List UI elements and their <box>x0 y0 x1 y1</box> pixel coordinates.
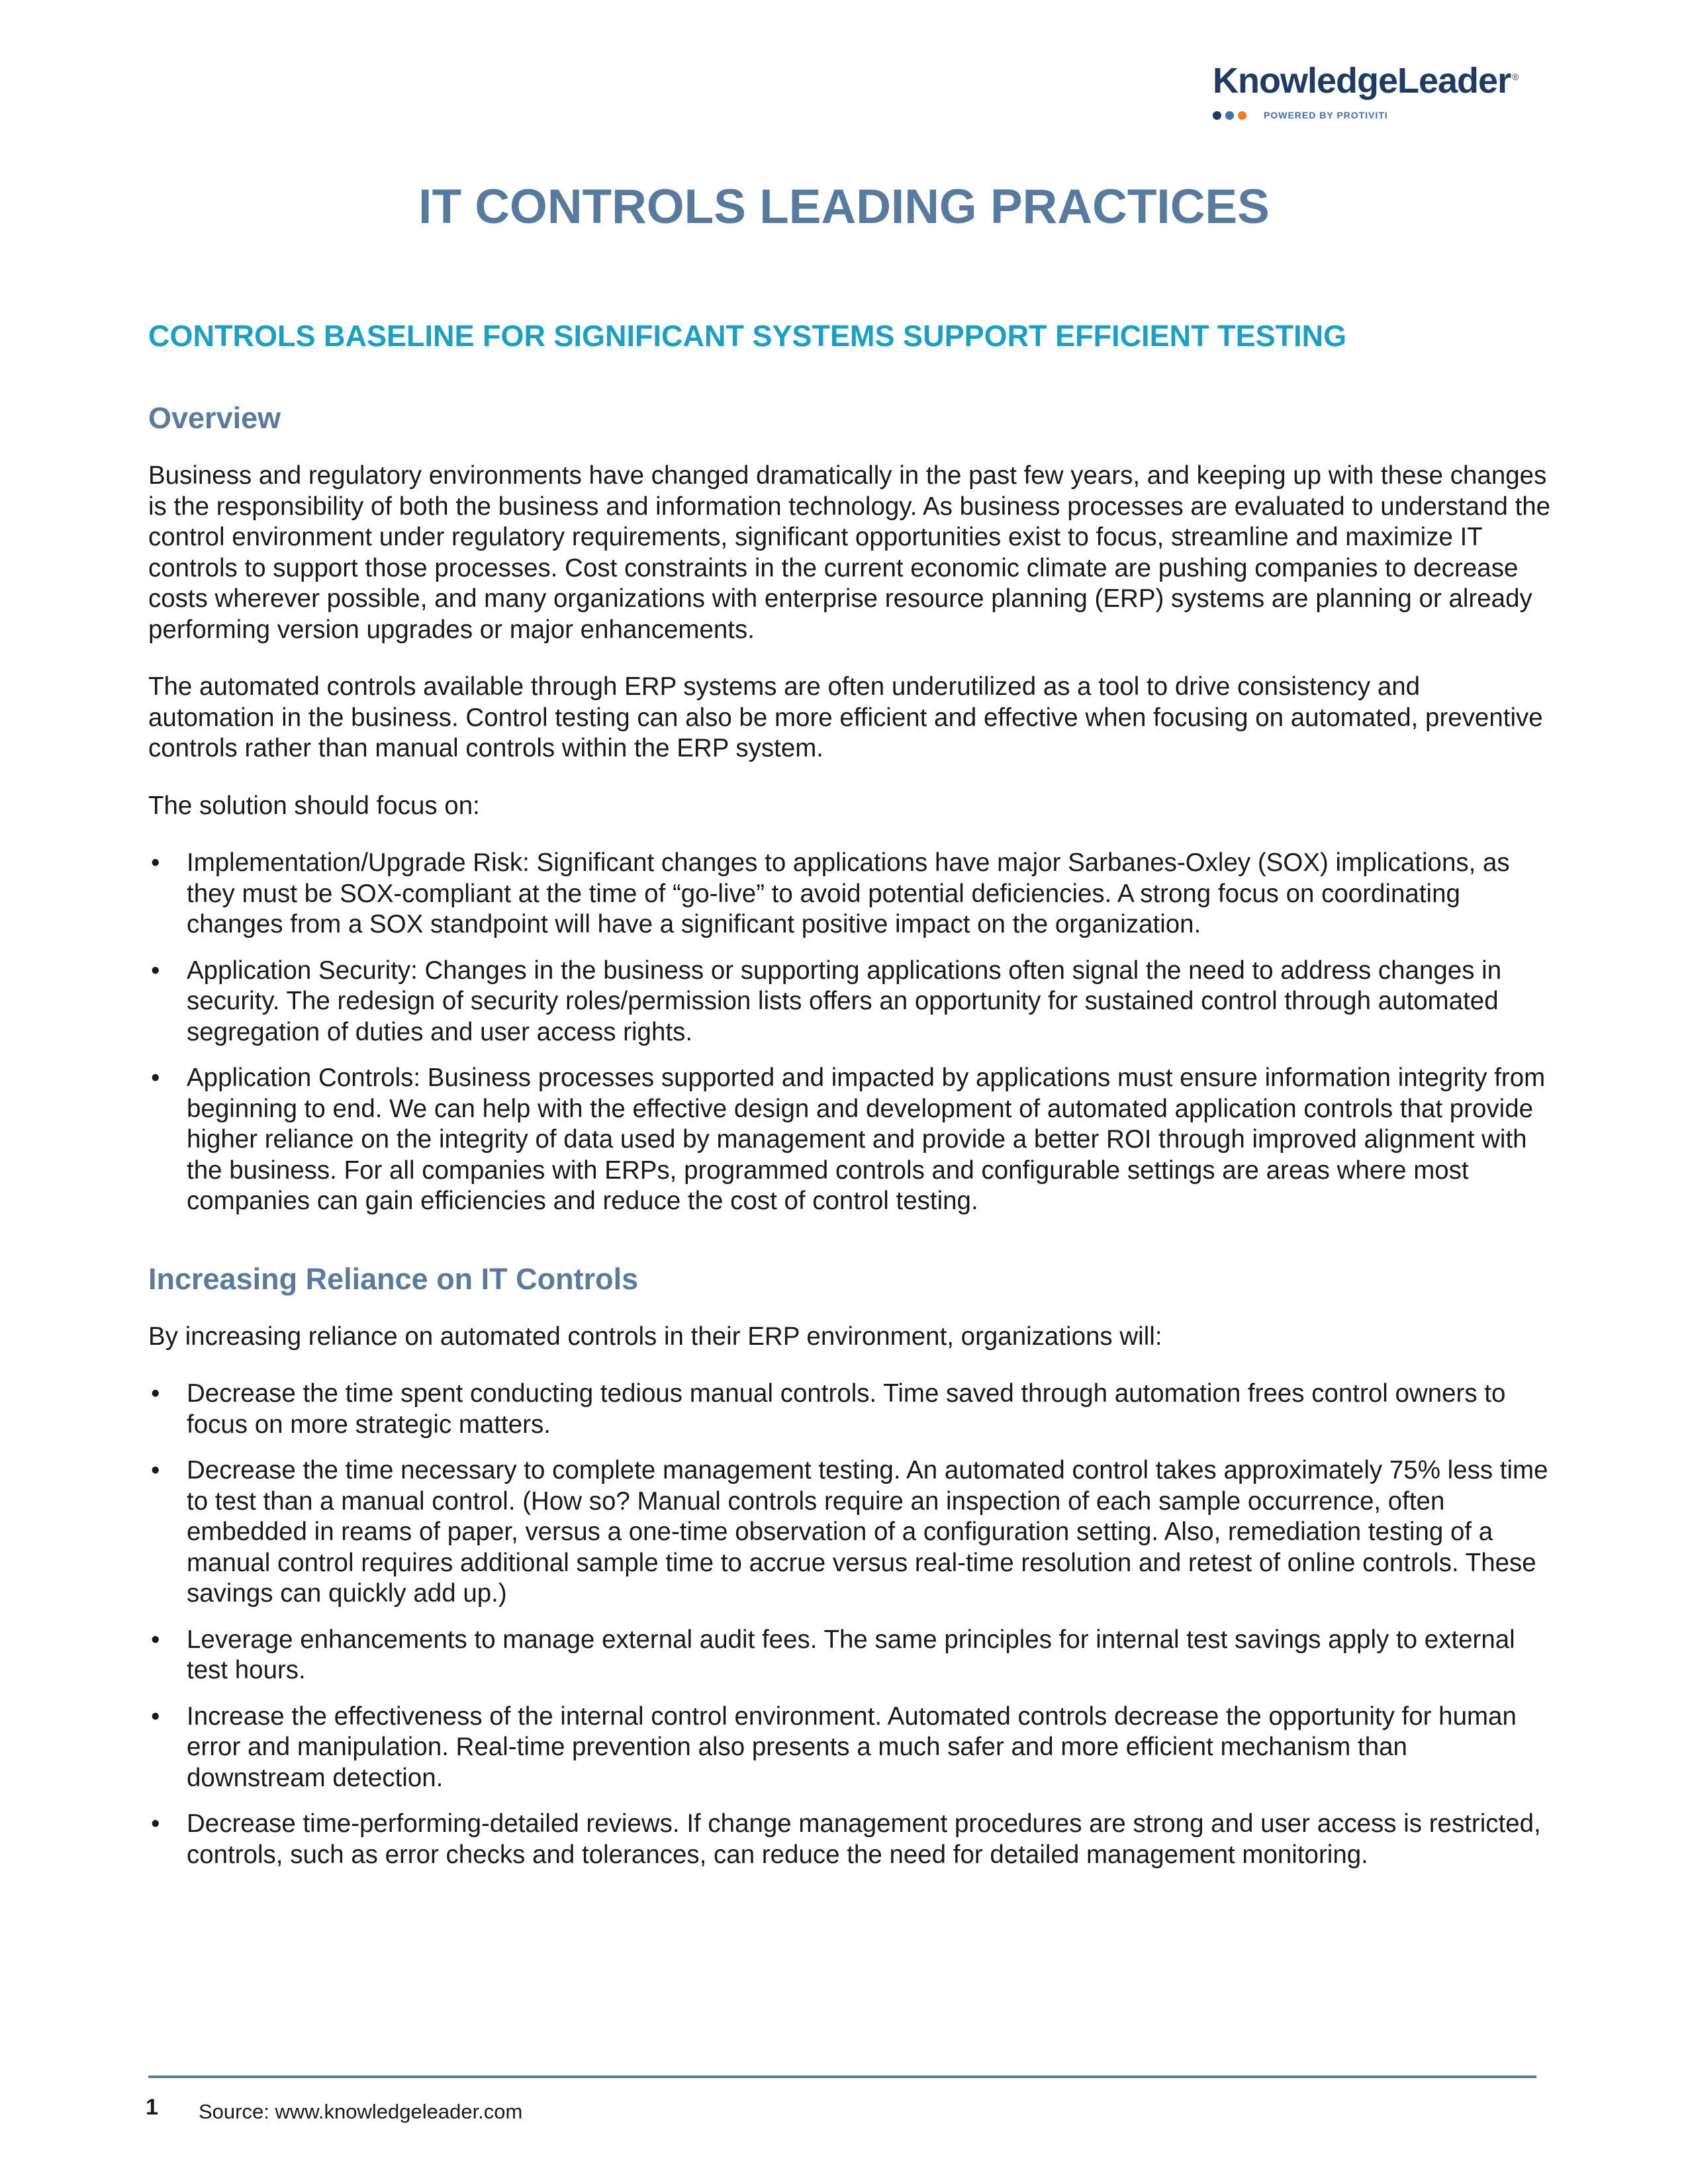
logo-tagline-row <box>1213 107 1544 123</box>
logo-wordmark: KnowledgeLeader ® <box>1213 61 1519 101</box>
overview-bullet-list <box>148 848 1552 1217</box>
list-item: • Increase the effectiveness of the internal control environment. Automated controls decrease the opportunity for human error and manipulation. Real-time prevention also presents a much safer and more efficient mechanism than downstream detection. <box>148 1702 1552 1794</box>
reliance-heading: Increasing Reliance on IT Controls <box>148 1261 639 1296</box>
logo-dot-orange-icon <box>1238 111 1246 120</box>
logo-tagline: POWERED BY PROTIVITI <box>1264 110 1388 120</box>
overview-paragraph-3: The solution should focus on: <box>148 791 480 820</box>
footer-source: Source: www.knowledgeleader.com <box>199 2100 523 2123</box>
footer-divider <box>148 2075 1536 2078</box>
list-item: • Application Security: Changes in the business or supporting applications often signal the need to address changes in security. The redesign of security roles/permission lists offers an opportunity for sustained control through automated segregation of duties and user access rights. <box>148 956 1552 1048</box>
overview-heading: Overview <box>148 401 281 435</box>
list-item: • Leverage enhancements to manage external audit fees. The same principles for internal test savings apply to external test hours. <box>148 1625 1552 1686</box>
list-item: • Implementation/Upgrade Risk: Significant changes to applications have major Sarbanes-Oxley (SOX) implications, as they must be SOX-compliant at the time of “go-live” to avoid potential deficiencies. A strong focus on coordinating changes from a SOX standpoint will have a significant positive impact on the organization. <box>148 848 1552 940</box>
document-body <box>148 318 1552 1886</box>
list-item: • Application Controls: Business processes supported and impacted by applications must ensure information integrity from beginning to end. We can help with the effective design and development of automated application controls that provide higher reliance on the integrity of data used by management and provide a better ROI through improved alignment with the business. For all companies with ERPs, programmed controls and configurable settings are areas where most companies can gain efficiencies and reduce the cost of control testing. <box>148 1063 1552 1217</box>
document-subtitle: CONTROLS BASELINE FOR SIGNIFICANT SYSTEMS SUPPORT EFFICIENT TESTING <box>148 319 1347 353</box>
overview-paragraph-2: The automated controls available through ERP systems are often underutilized as a tool to drive consistency and automation in the business. Control testing can also be more efficient and effective when focusing on automated, preventive controls rather than manual controls within the ERP system. <box>148 672 1543 762</box>
reliance-intro: By increasing reliance on automated controls in their ERP environment, organizations will: <box>148 1322 1162 1351</box>
list-item: • Decrease time-performing-detailed reviews. If change management procedures are strong and user access is restricted, controls, such as error checks and tolerances, can reduce the need for detailed management monitoring. <box>148 1809 1552 1870</box>
reliance-bullet-list <box>148 1379 1552 1870</box>
document-title: IT CONTROLS LEADING PRACTICES <box>418 180 1270 234</box>
logo-dot-blue-icon <box>1225 111 1234 120</box>
logo-dot-navy-icon <box>1213 111 1221 120</box>
logo-registered-mark: ® <box>1512 71 1519 82</box>
list-item: • Decrease the time necessary to complete management testing. An automated control takes approximately 75% less time to test than a manual control. (How so? Manual controls require an inspection of each sample occurrence, often embedded in reams of paper, versus a one-time observation of a configuration setting. Also, remediation testing of a manual control requires additional sample time to accrue versus real-time resolution and retest of online controls. These savings can quickly add up.) <box>148 1455 1552 1610</box>
overview-paragraph-1: Business and regulatory environments have changed dramatically in the past few years, and keeping up with these changes is the responsibility of both the business and information technology. As business processes are evaluated to understand the control environment under regulatory requirements, significant opportunities exist to focus, streamline and maximize IT controls to support those processes. Cost constraints in the current economic climate are pushing companies to decrease costs wherever possible, and many organizations with enterprise resource planning (ERP) systems are planning or already performing version upgrades or major enhancements. <box>148 461 1551 644</box>
knowledgeleader-logo <box>1213 56 1544 123</box>
list-item: • Decrease the time spent conducting tedious manual controls. Time saved through automation frees control owners to focus on more strategic matters. <box>148 1379 1552 1440</box>
page-number: 1 <box>146 2095 158 2120</box>
